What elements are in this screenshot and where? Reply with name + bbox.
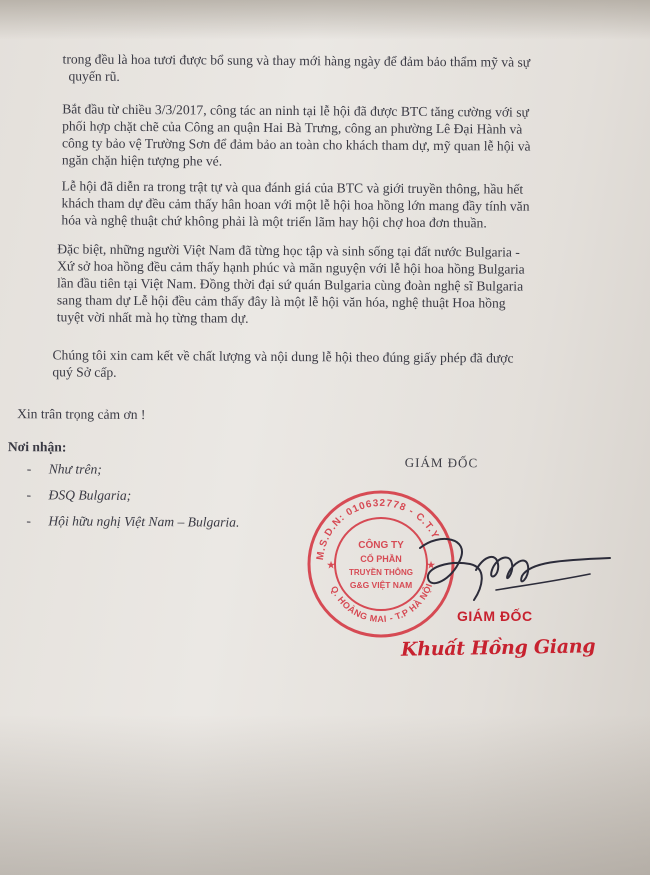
- text-line: Xứ sở hoa hồng đều cảm thấy hạnh phúc và mãn nguyện với lễ hội hoa hồng Bulgaria: [57, 258, 525, 277]
- recipient-item: [26, 512, 239, 530]
- text-line: quyến rũ.: [68, 68, 120, 84]
- seal-star-left: ★: [327, 560, 336, 570]
- text-line: trong đều là hoa tươi được bổ sung và thay mới hàng ngày để đảm bảo thẩm mỹ và sự: [62, 51, 531, 70]
- text-line: hóa và nghệ thuật chứ không phải là một triển lãm hay hội chợ hoa đơn thuần.: [61, 212, 487, 231]
- recipient-text: Hội hữu nghị Việt Nam – Bulgaria.: [48, 513, 240, 530]
- paragraph-5: [52, 346, 513, 383]
- handwritten-signature: [400, 530, 620, 610]
- paragraph-2: [62, 100, 531, 171]
- director-title-printed: GIÁM ĐỐC: [404, 454, 479, 471]
- seal-outer-text: M.S.D.N: 010632778 - C.T.Y: [315, 497, 441, 561]
- dash-mark: -: [26, 513, 31, 529]
- text-line: tuyệt vời nhất mà họ từng tham dự.: [56, 309, 249, 326]
- text-line: Lễ hội đã diễn ra trong trật tự và qua đánh giá của BTC và giới truyền thông, hầu hết: [61, 178, 524, 197]
- seal-line-2: CỔ PHẦN: [360, 554, 402, 564]
- text-line: Chúng tôi xin cam kết về chất lượng và nội dung lễ hội theo đúng giấy phép đã được: [52, 347, 514, 366]
- recipients-label: Nơi nhận:: [7, 439, 67, 455]
- recipient-item: [27, 460, 102, 478]
- seal-line-4: G&G VIỆT NAM: [349, 580, 413, 590]
- seal-bottom-text: Q. HOÀNG MAI - T.P HÀ NỘI: [328, 582, 435, 625]
- text-line: quý Sở cấp.: [52, 364, 117, 380]
- recipient-item: [26, 486, 131, 504]
- seal-star-right: ★: [427, 560, 436, 570]
- text-line: Đặc biệt, những người Việt Nam đã từng học tập và sinh sống tại đất nước Bulgaria -: [57, 241, 520, 260]
- director-name: Khuất Hồng Giang: [400, 635, 596, 661]
- director-title-red: GIÁM ĐỐC: [457, 608, 533, 624]
- text-line: công ty bảo vệ Trường Sơn để đảm bảo an toàn cho khách tham dự, mỹ quan lễ hội và: [61, 135, 531, 154]
- paragraph-4: [57, 240, 525, 328]
- closing-text: Xin trân trọng cảm ơn !: [17, 406, 146, 423]
- text-line: sang tham dự Lễ hội đều cảm thấy đây là một lễ hội văn hóa, nghệ thuật Hoa hồng: [56, 292, 506, 311]
- paragraph-1: [62, 50, 530, 87]
- seal-line-1: CÔNG TY: [358, 540, 404, 551]
- dash-mark: -: [26, 487, 32, 503]
- recipient-text: Như trên;: [48, 461, 102, 477]
- text-line: khách tham dự đều cảm thấy hân hoan với một lễ hội hoa hồng lớn mang đầy tính văn: [61, 195, 530, 214]
- recipient-text: ĐSQ Bulgaria;: [48, 487, 132, 503]
- text-line: ngăn chặn hiện tượng phe vé.: [61, 152, 223, 169]
- text-line: lần đầu tiên tại Việt Nam. Đồng thời đại sứ quán Bulgaria cùng đoàn nghệ sĩ Bulgaria: [56, 275, 524, 294]
- seal-line-3: TRUYỀN THÔNG: [349, 568, 413, 577]
- dash-mark: -: [26, 461, 32, 477]
- paragraph-3: [61, 177, 529, 231]
- text-line: Bắt đầu từ chiều 3/3/2017, công tác an ninh tại lễ hội đã được BTC tăng cường với sự: [62, 101, 529, 120]
- text-line: phối hợp chặt chẽ của Công an quận Hai Bà Trưng, công an phường Lê Đại Hành và: [62, 118, 523, 137]
